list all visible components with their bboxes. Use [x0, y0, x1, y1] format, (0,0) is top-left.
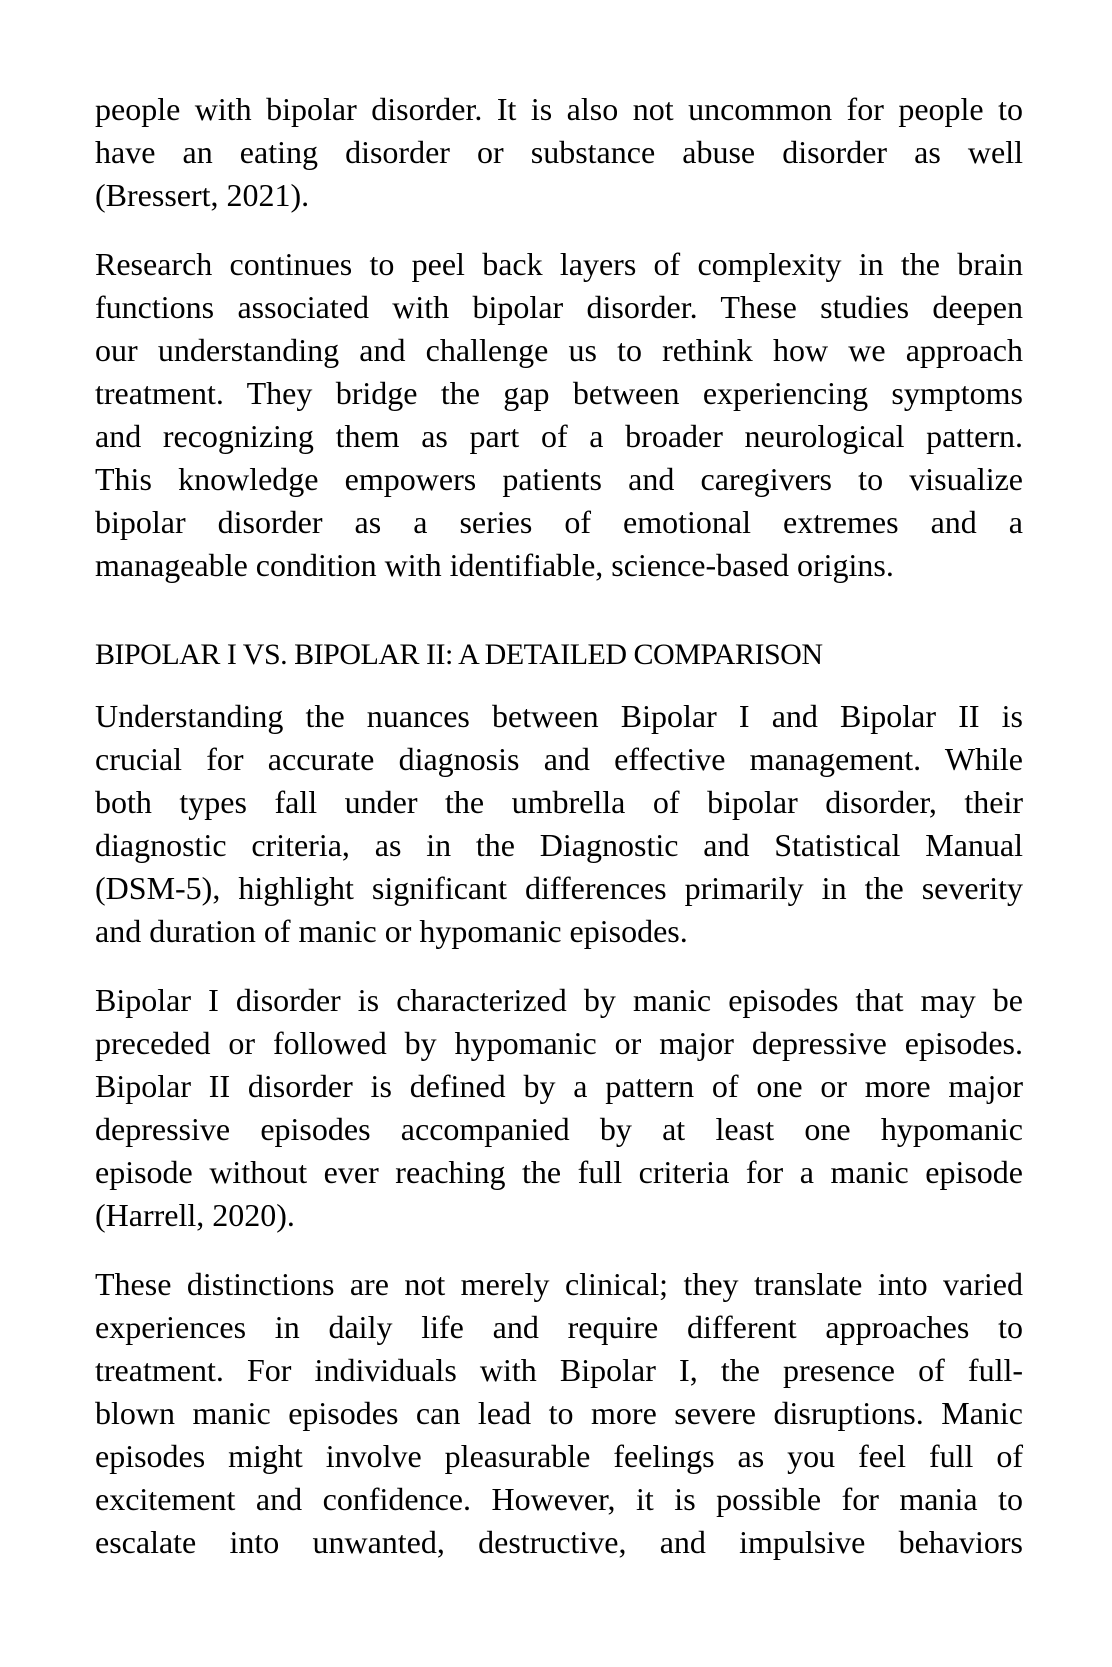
text-line: escalate into unwanted, destructive, and impulsive behaviors: [95, 1524, 1023, 1560]
text-line: These distinctions are not merely clinical; they translate into varied: [95, 1266, 1023, 1302]
text-line: treatment. For individuals with Bipolar I, the presence of full-: [95, 1352, 1023, 1388]
text-line: depressive episodes accompanied by at least one hypomanic: [95, 1111, 1023, 1147]
text-line: blown manic episodes can lead to more severe disruptions. Manic: [95, 1395, 1023, 1431]
text-line: and recognizing them as part of a broader neurological pattern.: [95, 418, 1023, 454]
text-line: episodes might involve pleasurable feelings as you feel full of: [95, 1438, 1023, 1474]
text-line: people with bipolar disorder. It is also not uncommon for people to: [95, 91, 1023, 127]
text-line: Bipolar I disorder is characterized by manic episodes that may be: [95, 982, 1023, 1018]
text-line: functions associated with bipolar disorder. These studies deepen: [95, 289, 1023, 325]
text-line: experiences in daily life and require different approaches to: [95, 1309, 1023, 1345]
text-line: This knowledge empowers patients and caregivers to visualize: [95, 461, 1023, 497]
page-content: [95, 88, 1023, 1564]
text-line: have an eating disorder or substance abuse disorder as well: [95, 134, 1023, 170]
paragraph: [95, 695, 1023, 953]
paragraph: [95, 88, 1023, 217]
text-line: and duration of manic or hypomanic episodes.: [95, 913, 688, 949]
paragraph: [95, 1263, 1023, 1564]
text-line: (Harrell, 2020).: [95, 1197, 295, 1233]
text-line: our understanding and challenge us to rethink how we approach: [95, 332, 1023, 368]
text-line: Research continues to peel back layers of complexity in the brain: [95, 246, 1023, 282]
text-line: Bipolar II disorder is defined by a pattern of one or more major: [95, 1068, 1023, 1104]
text-line: crucial for accurate diagnosis and effective management. While: [95, 741, 1023, 777]
text-line: excitement and confidence. However, it is possible for mania to: [95, 1481, 1023, 1517]
text-line: treatment. They bridge the gap between experiencing symptoms: [95, 375, 1023, 411]
paragraph: [95, 979, 1023, 1237]
paragraph: [95, 243, 1023, 587]
text-line: preceded or followed by hypomanic or major depressive episodes.: [95, 1025, 1023, 1061]
text-line: Understanding the nuances between Bipolar I and Bipolar II is: [95, 698, 1023, 734]
text-line: (Bressert, 2021).: [95, 177, 310, 213]
document-page: [95, 88, 1023, 1590]
text-line: manageable condition with identifiable, science-based origins.: [95, 547, 894, 583]
text-line: bipolar disorder as a series of emotional extremes and a: [95, 504, 1023, 540]
section-heading: BIPOLAR I VS. BIPOLAR II: A DETAILED COMPARISON: [95, 638, 823, 671]
text-line: diagnostic criteria, as in the Diagnostic and Statistical Manual: [95, 827, 1023, 863]
text-line: (DSM-5), highlight significant differences primarily in the severity: [95, 870, 1023, 906]
text-line: episode without ever reaching the full criteria for a manic episode: [95, 1154, 1023, 1190]
text-line: both types fall under the umbrella of bipolar disorder, their: [95, 784, 1023, 820]
